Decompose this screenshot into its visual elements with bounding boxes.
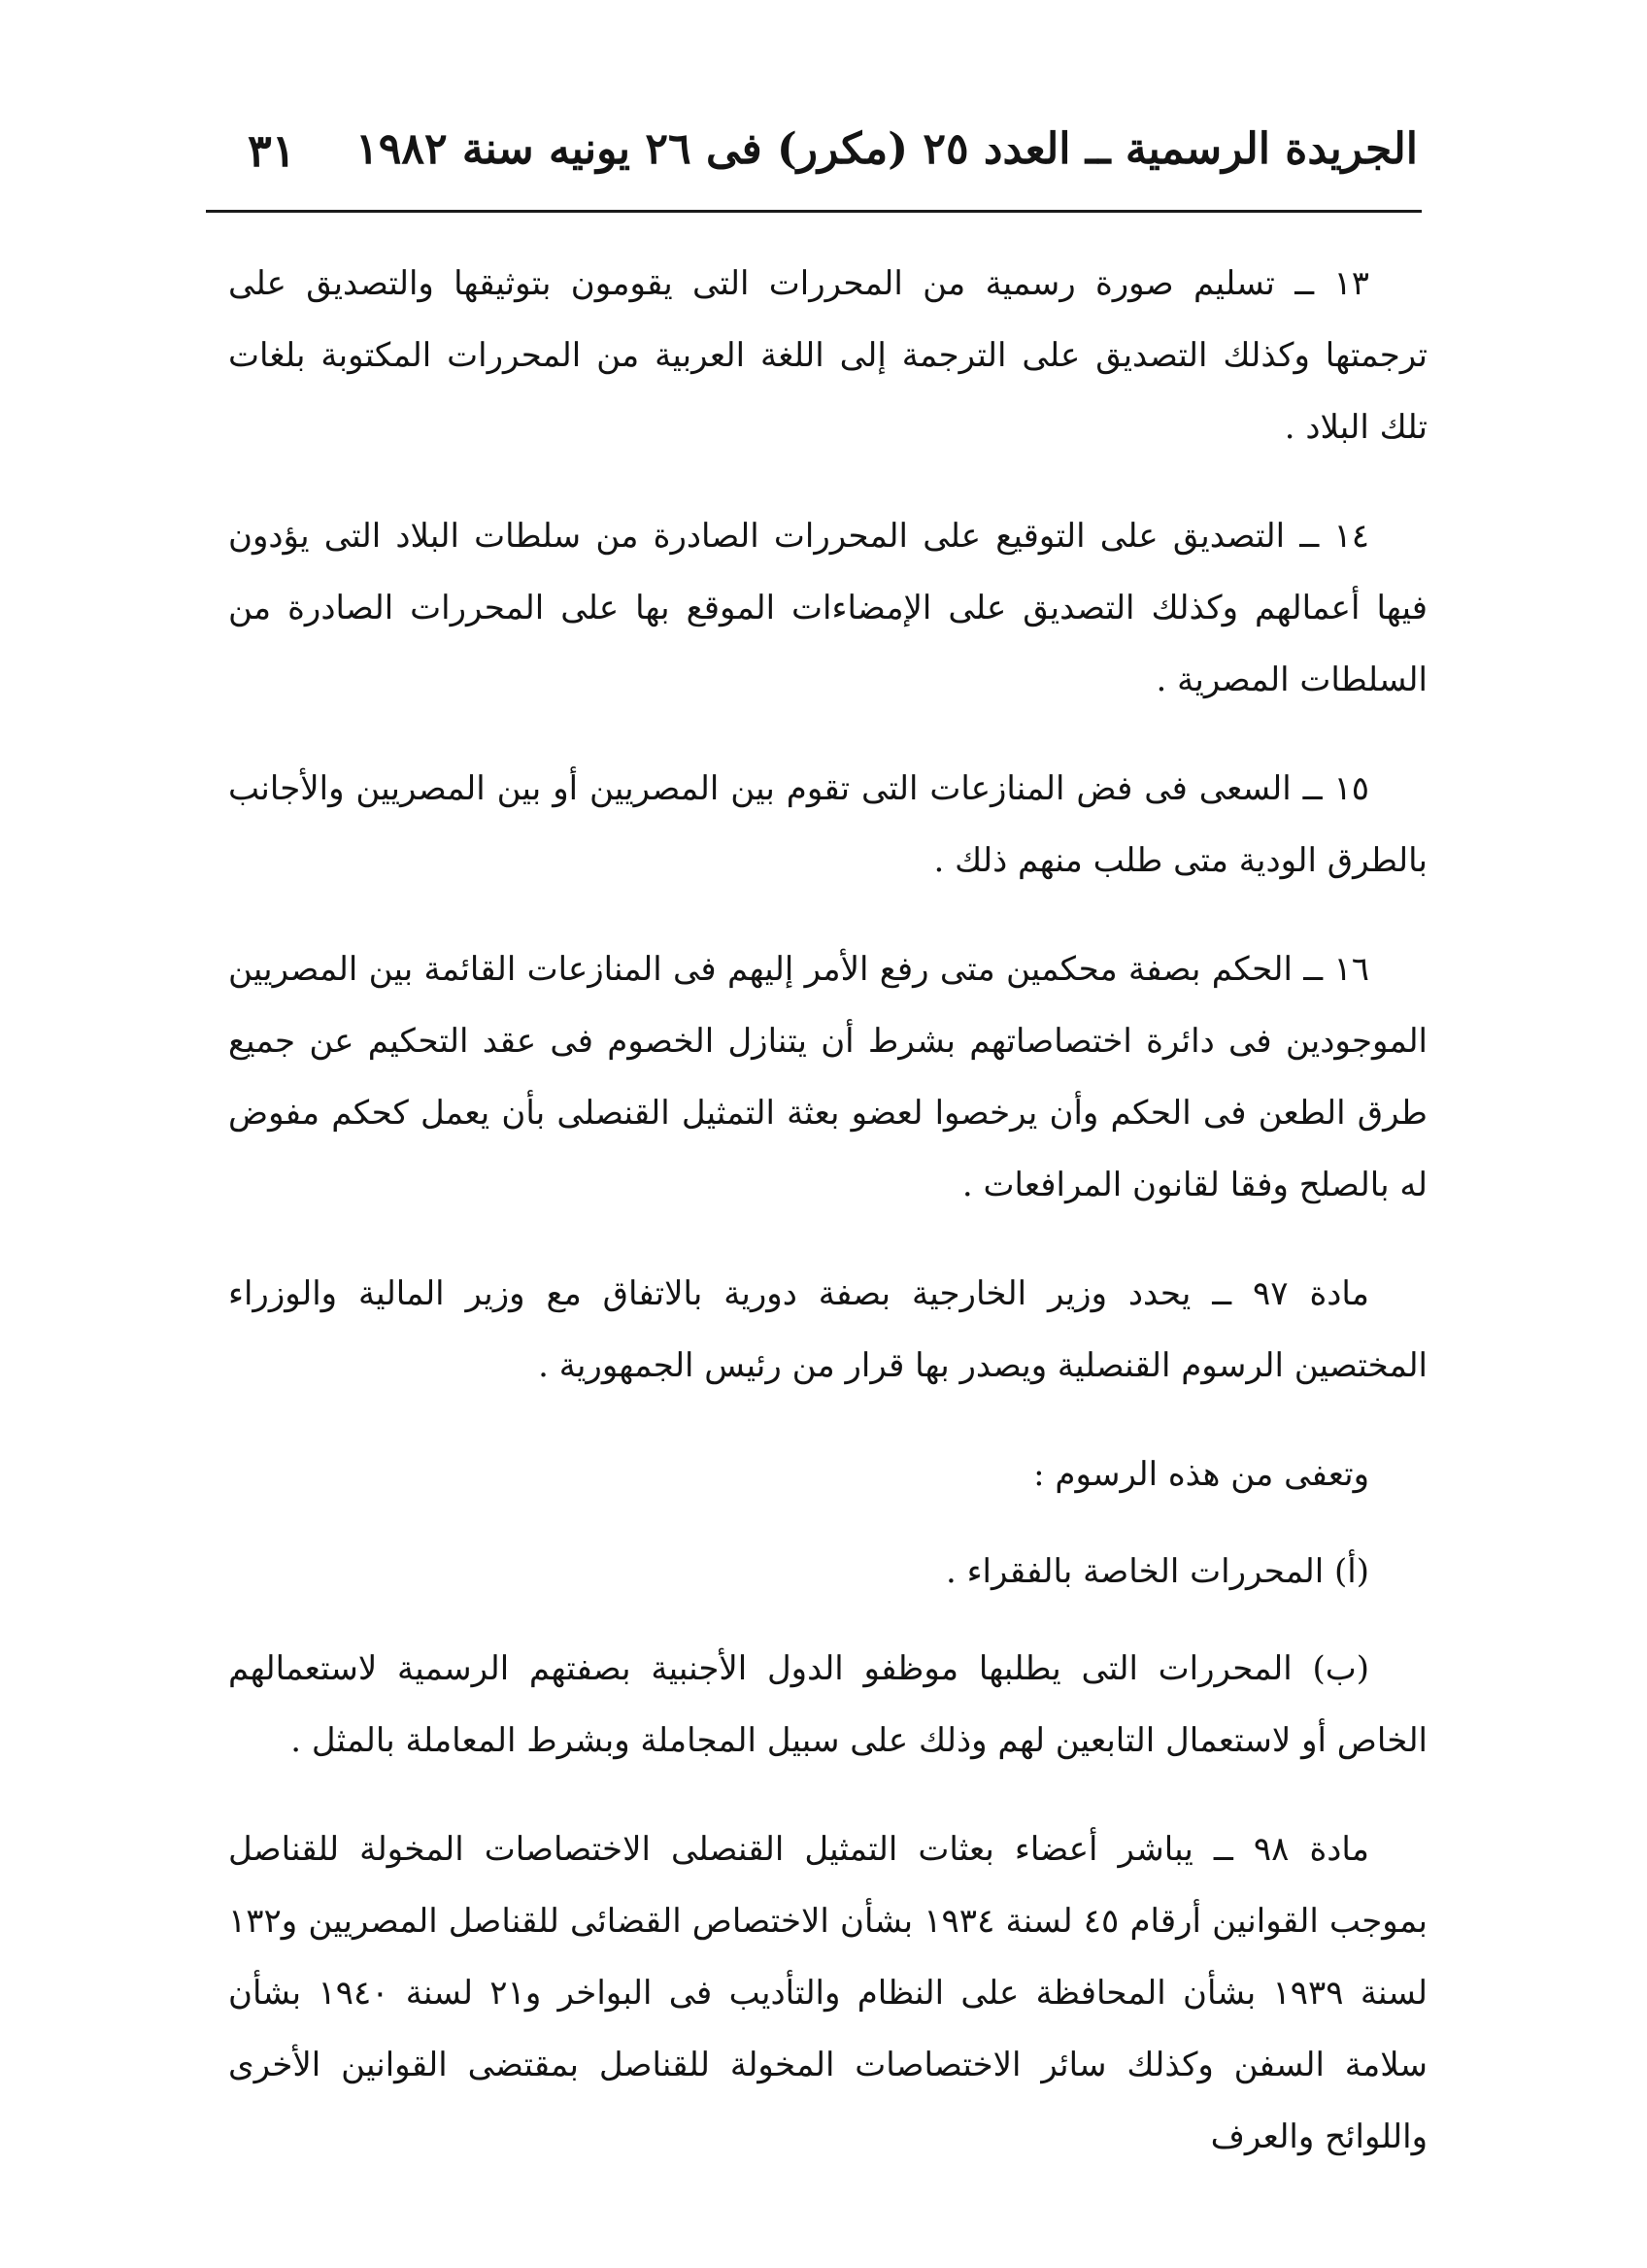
paragraph-item-16: ١٦ ــ الحكم بصفة محكمين متى رفع الأمر إليهم فى المنازعات القائمة بين المصريين الموجودين فى دائرة اختصاصاتهم بشرط أن يتنازل الخصوم فى عقد التحكيم عن جميع طرق الطعن فى الحكم وأن يرخصوا لعضو بعثة التمثيل القنصلى بأن يعمل كحكم مفوض له بالصلح وفقا لقانون المرافعات . (228, 950, 1428, 1204)
paragraph-exemption-a: (أ) المحررات الخاصة بالفقراء . (945, 1552, 1369, 1591)
gazette-title: الجريدة الرسمية ــ العدد ٢٥ (مكرر) فى ٢٦ يونيه سنة ١٩٨٢ (355, 124, 1418, 174)
document-body (228, 248, 1428, 2210)
page-header (204, 107, 1418, 194)
header-divider (206, 210, 1422, 213)
paragraph-item-13: ١٣ ــ تسليم صورة رسمية من المحررات التى يقومون بتوثيقها والتصديق على ترجمتها وكذلك التصديق على الترجمة إلى اللغة العربية من المحررات المكتوبة بلغات تلك البلاد . (228, 264, 1428, 447)
page-number: ٣١ (248, 124, 296, 177)
paragraph-exemption-b: (ب) المحررات التى يطلبها موظفو الدول الأجنبية بصفتهم الرسمية لاستعمالهم الخاص أو لاستعمال التابعين لهم وذلك على سبيل المجاملة وبشرط المعاملة بالمثل . (228, 1649, 1428, 1760)
paragraph-item-14: ١٤ ــ التصديق على التوقيع على المحررات الصادرة من سلطات البلاد التى يؤدون فيها أعمالهم وكذلك التصديق على الإمضاءات الموقع بها على المحررات الصادرة من السلطات المصرية . (228, 517, 1428, 699)
paragraph-exemptions-intro: وتعفى من هذه الرسوم : (1033, 1455, 1369, 1494)
paragraph-article-98: مادة ٩٨ ــ يباشر أعضاء بعثات التمثيل القنصلى الاختصاصات المخولة للقناصل بموجب القوانين أرقام ٤٥ لسنة ١٩٣٤ بشأن الاختصاص القضائى للقناصل المصريين و١٣٢ لسنة ١٩٣٩ بشأن المحافظة على النظام والتأديب فى البواخر و٢١ لسنة ١٩٤٠ بشأن سلامة السفن وكذلك سائر الاختصاصات المخولة للقناصل بمقتضى القوانين الأخرى واللوائح والعرف (228, 1830, 1428, 2156)
paragraph-article-97: مادة ٩٧ ــ يحدد وزير الخارجية بصفة دورية بالاتفاق مع وزير المالية والوزراء المختصين الرسوم القنصلية ويصدر بها قرار من رئيس الجمهورية . (228, 1274, 1428, 1385)
paragraph-item-15: ١٥ ــ السعى فى فض المنازعات التى تقوم بين المصريين أو بين المصريين والأجانب بالطرق الودية متى طلب منهم ذلك . (228, 769, 1428, 880)
